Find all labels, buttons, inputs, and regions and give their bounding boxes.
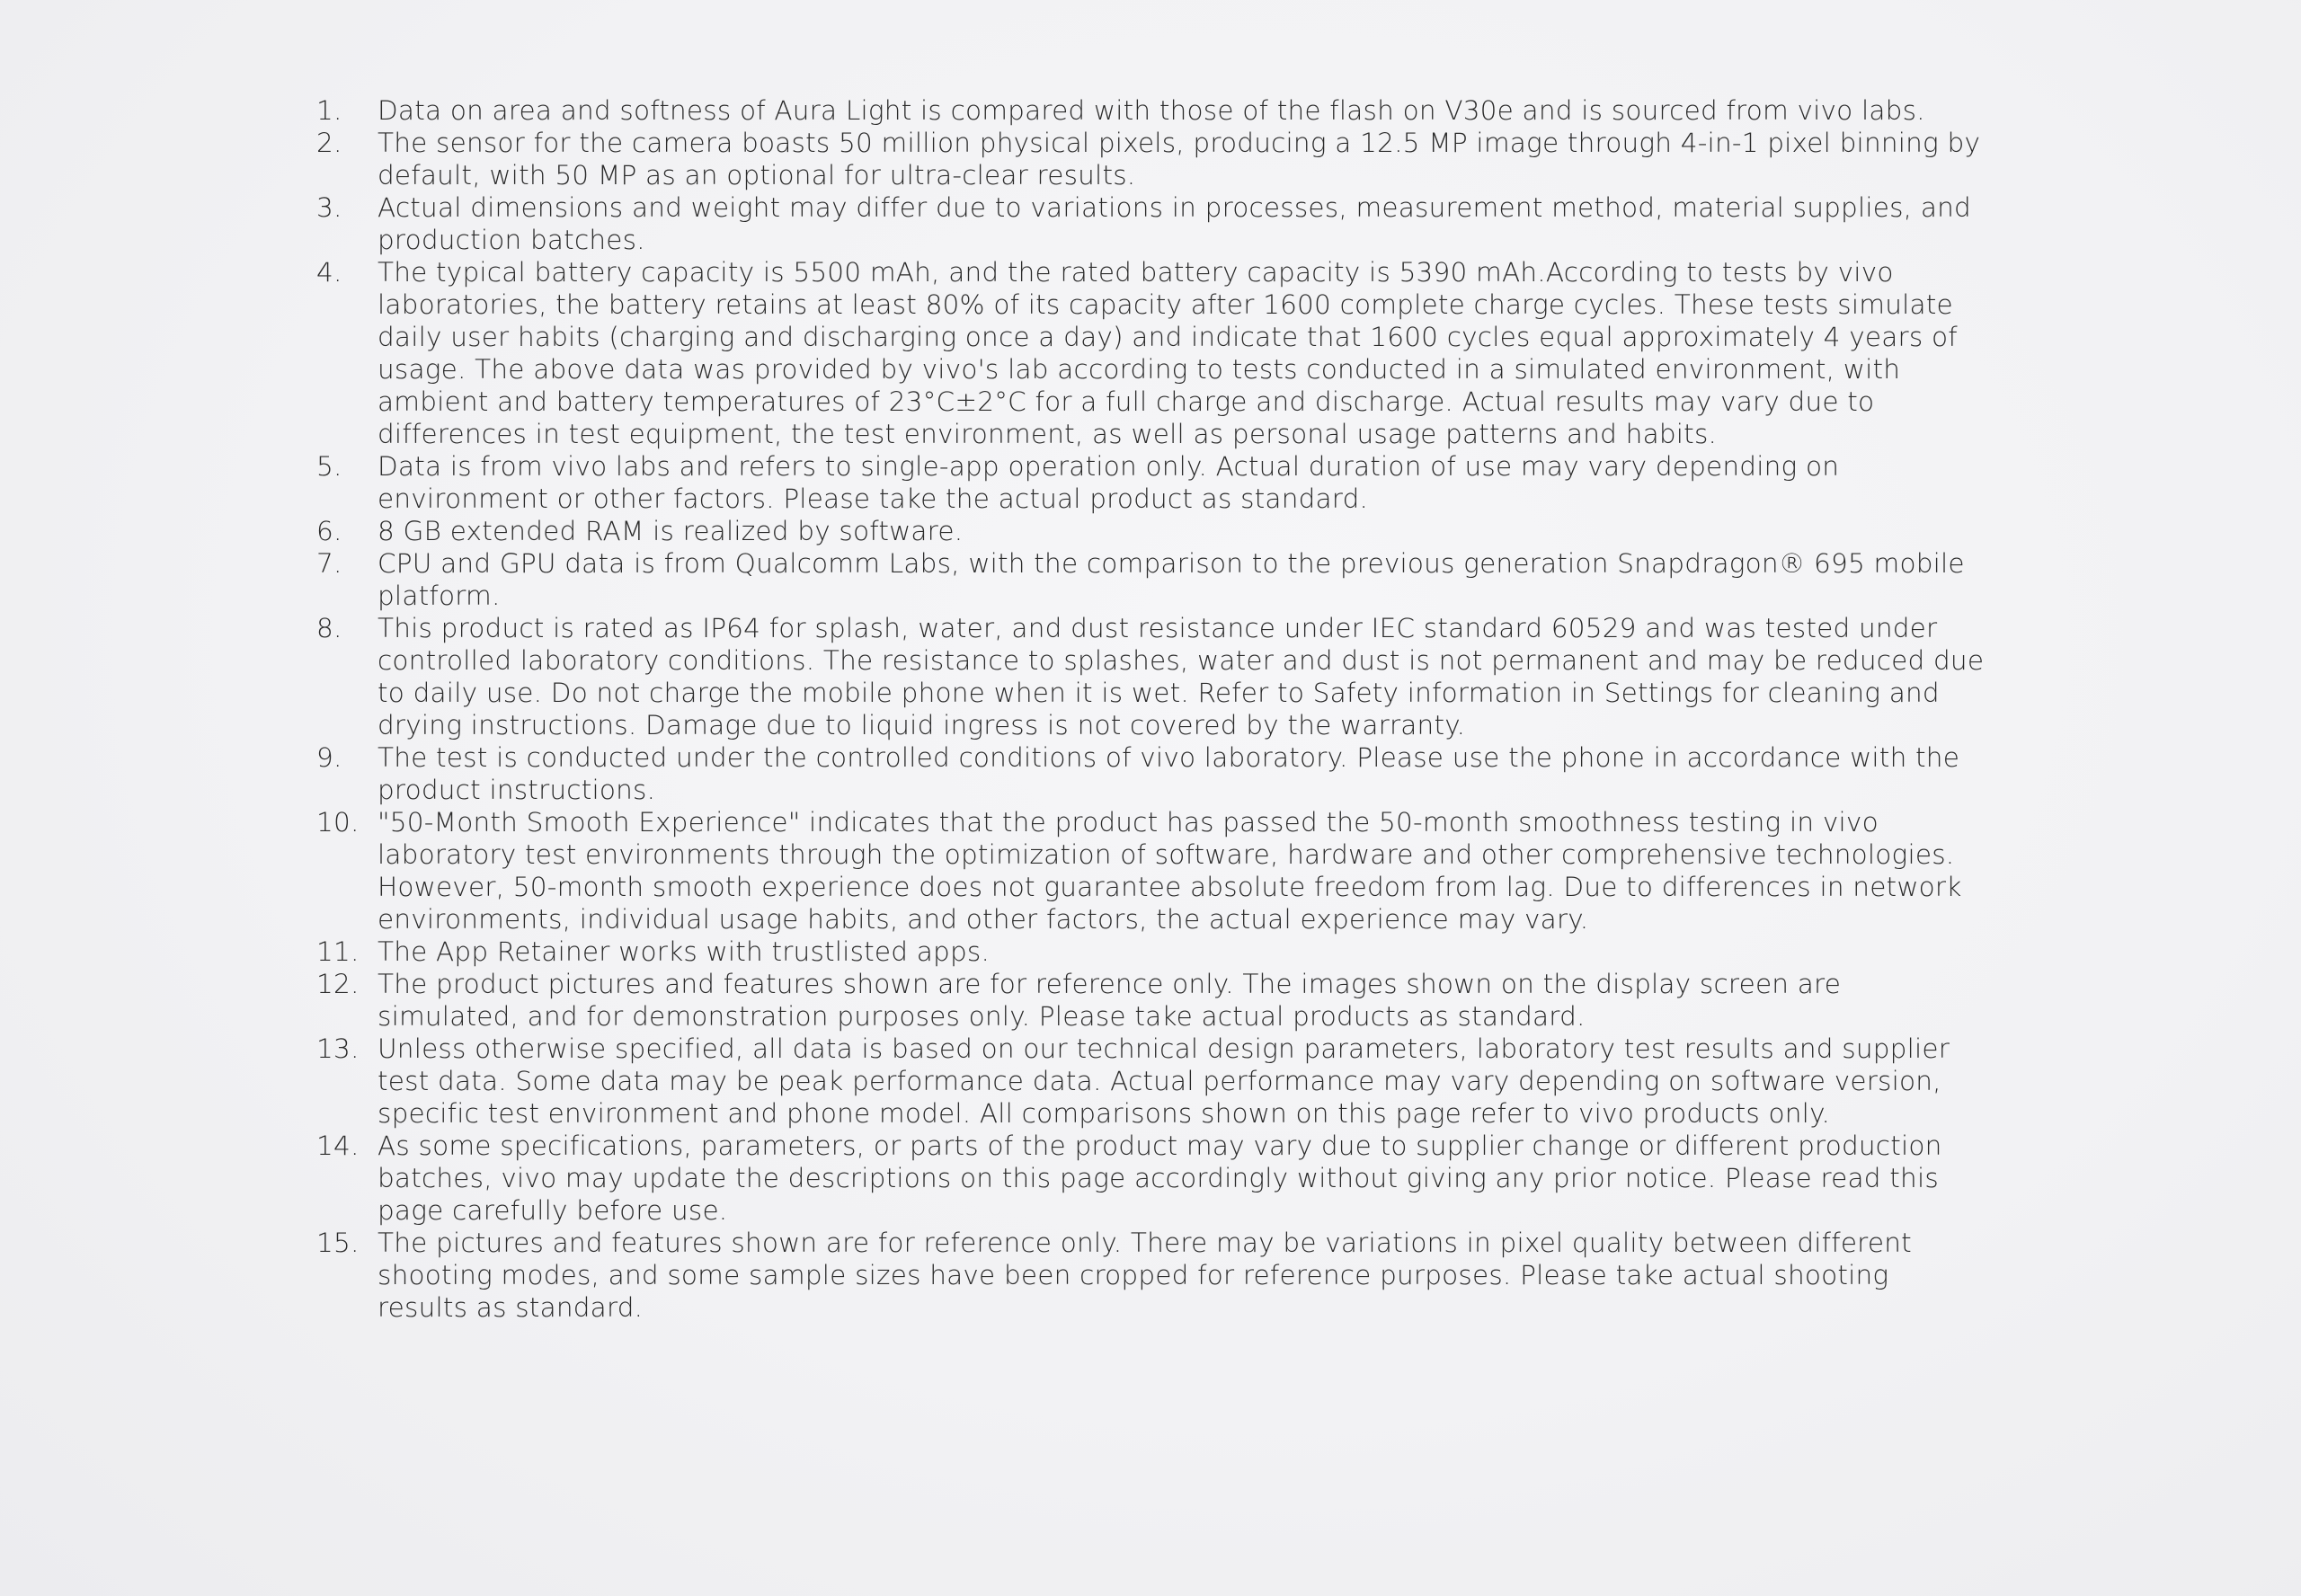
footnote-item — [315, 547, 1986, 612]
footnote-text: As some specifications, parameters, or parts of the product may vary due to supplier change or different production batches, vivo may update the descriptions on this page accordingly without giving any prior notice. Please read this page carefully before use. — [378, 1130, 1942, 1226]
footnote-text: Data is from vivo labs and refers to single-app operation only. Actual duration of use may vary depending on environment or other factors. Please take the actual product as standard. — [378, 451, 1840, 514]
footnote-item — [315, 612, 1986, 741]
footnote-number: 11. — [316, 936, 360, 967]
footnote-number: 8. — [316, 613, 342, 643]
footnote-item — [315, 935, 1986, 968]
footnote-item — [315, 968, 1986, 1033]
footnote-number: 13. — [316, 1033, 360, 1064]
footnote-text: The test is conducted under the controlled conditions of vivo laboratory. Please use the phone in accordance with the product instructions. — [378, 742, 1960, 805]
footnote-number: 6. — [316, 516, 342, 546]
footnote-number: 14. — [316, 1130, 360, 1161]
footnote-text: The product pictures and features shown are for reference only. The images shown on the display screen are simulated, and for demonstration purposes only. Please take actual products as standard. — [378, 969, 1842, 1032]
footnote-item — [315, 1227, 1986, 1324]
footnote-item — [315, 127, 1986, 191]
footnote-item — [315, 741, 1986, 806]
footnote-text: Actual dimensions and weight may differ due to variations in processes, measurement method, material supplies, and production batches. — [378, 192, 1971, 255]
footnote-text: "50-Month Smooth Experience" indicates that the product has passed the 50-month smoothness testing in vivo laboratory test environments through the optimization of software, hardware and other comprehensive technologies. However, 50-month smooth experience does not guarantee absolute freedom from lag. Due to differences in network environments, individual usage habits, and other factors, the actual experience may vary. — [378, 807, 1962, 935]
footnote-item — [315, 94, 1986, 127]
footnote-number: 2. — [316, 128, 342, 158]
footnote-number: 5. — [316, 451, 342, 482]
footnote-item — [315, 806, 1986, 935]
footnote-item — [315, 515, 1986, 547]
footnote-number: 1. — [316, 95, 342, 126]
footnote-text: This product is rated as IP64 for splash, water, and dust resistance under IEC standard 60529 and was tested under controlled laboratory conditions. The resistance to splashes, water and dust is not permanent and may be reduced due to daily use. Do not charge the mobile phone when it is wet. Refer to Safety information in Settings for cleaning and drying instructions. Damage due to liquid ingress is not covered by the warranty. — [378, 613, 1985, 740]
footnote-item — [315, 1130, 1986, 1227]
footnote-text: The typical battery capacity is 5500 mAh, and the rated battery capacity is 5390 mAh.According to tests by vivo laboratories, the battery retains at least 80% of its capacity after 1600 complete charge cycles. These tests simulate daily user habits (charging and discharging once a day) and indicate that 1600 cycles equal approximately 4 years of usage. The above data was provided by vivo's lab according to tests conducted in a simulated environment, with ambient and battery temperatures of 23°C±2°C for a full charge and discharge. Actual results may vary due to differences in test equipment, the test environment, as well as personal usage patterns and habits. — [378, 257, 1958, 449]
footnote-number: 4. — [316, 257, 342, 288]
footnote-text: CPU and GPU data is from Qualcomm Labs, with the comparison to the previous generation Snapdragon® 695 mobile platform. — [378, 548, 1965, 611]
footnote-text: Unless otherwise specified, all data is based on our technical design parameters, laboratory test results and supplier test data. Some data may be peak performance data. Actual performance may vary depending on software version, specific test environment and phone model. All comparisons shown on this page refer to vivo products only. — [378, 1033, 1950, 1129]
footnote-text: 8 GB extended RAM is realized by software. — [378, 516, 964, 546]
footnotes-list — [315, 94, 1986, 1324]
footnote-number: 12. — [316, 969, 360, 999]
footnote-number: 3. — [316, 192, 342, 223]
footnote-item — [315, 191, 1986, 256]
footnote-number: 15. — [316, 1228, 360, 1258]
footnote-text: The sensor for the camera boasts 50 million physical pixels, producing a 12.5 MP image through 4-in-1 pixel binning by default, with 50 MP as an optional for ultra-clear results. — [378, 128, 1981, 191]
footnote-number: 10. — [316, 807, 360, 838]
footnote-item — [315, 256, 1986, 450]
footnote-text: The App Retainer works with trustlisted apps. — [378, 936, 991, 967]
footnote-text: The pictures and features shown are for reference only. There may be variations in pixel quality between different shooting modes, and some sample sizes have been cropped for reference purposes. Please take actual shooting results as standard. — [378, 1228, 1912, 1323]
footnote-item — [315, 450, 1986, 515]
footnote-item — [315, 1033, 1986, 1130]
footnote-text: Data on area and softness of Aura Light is compared with those of the flash on V30e and is sourced from vivo labs. — [378, 95, 1925, 126]
footnote-number: 7. — [316, 548, 342, 579]
footnote-number: 9. — [316, 742, 342, 773]
